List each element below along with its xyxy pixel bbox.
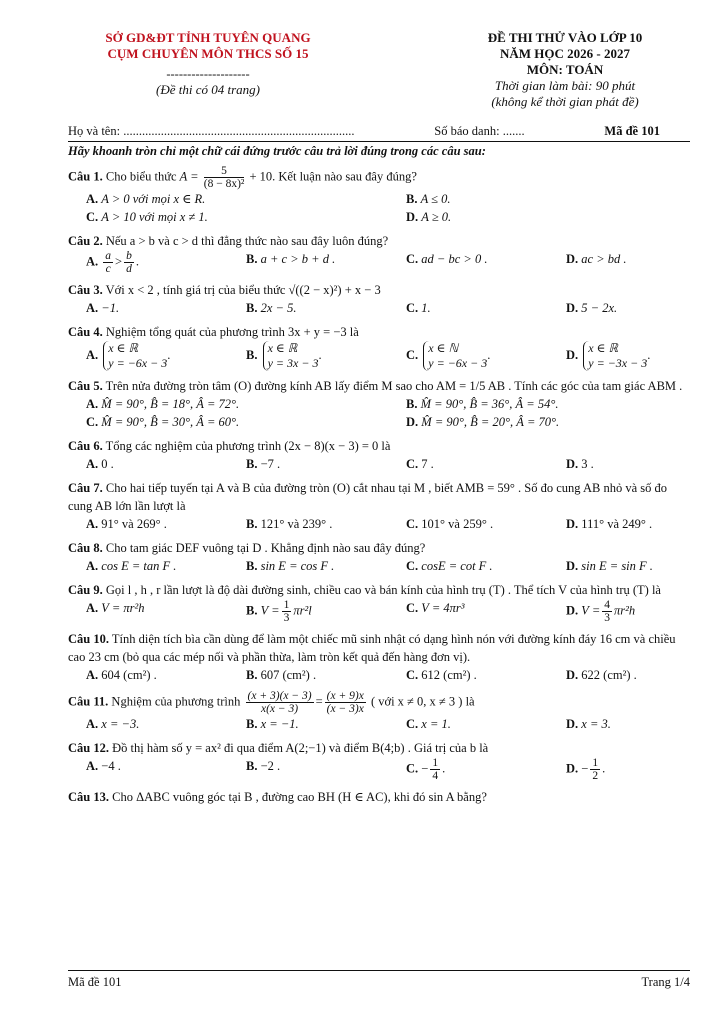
option-d[interactable]: D. ac > bd . — [566, 252, 627, 266]
option-text: M̂ = 90°, B̂ = 18°, Â = 72°. — [101, 397, 240, 411]
question-9 — [68, 581, 690, 599]
numerator: 1 — [592, 757, 599, 769]
question-text: Cho biểu thức — [105, 169, 177, 184]
options-q1 — [86, 190, 690, 226]
option-a[interactable]: A. 0 . — [86, 457, 114, 471]
option-text: A > 10 với mọi x ≠ 1. — [101, 210, 208, 224]
numerator: 1 — [283, 599, 290, 611]
option-text: V = — [581, 603, 601, 618]
option-a[interactable]: A. x = −3. — [86, 717, 140, 731]
numerator: 5 — [204, 165, 245, 178]
denominator: d — [126, 263, 132, 275]
option-c[interactable]: C. 101° và 259° . — [406, 517, 494, 531]
school-year: NĂM HỌC 2026 - 2027 — [500, 46, 630, 61]
question-number: Câu 13. — [68, 790, 109, 804]
option-text: x = 3. — [581, 717, 611, 731]
exam-code: Mã đề 101 — [604, 124, 660, 138]
fraction — [590, 757, 600, 782]
option-a[interactable]: A. 604 (cm²) . — [86, 668, 157, 682]
option-b[interactable]: B. 121° và 239° . — [246, 517, 333, 531]
option-a[interactable]: A. V = πr²h — [86, 601, 145, 615]
option-d[interactable]: D. sin E = sin F . — [566, 559, 653, 573]
question-number: Câu 7. — [68, 481, 103, 495]
option-b[interactable]: B. A ≤ 0. — [406, 192, 451, 206]
system-line: y = −6x − 3 — [108, 356, 168, 370]
question-number: Câu 5. — [68, 379, 103, 393]
option-d[interactable]: D. A ≥ 0. — [406, 210, 452, 224]
fraction — [430, 757, 440, 782]
denominator: 3 — [604, 612, 611, 624]
option-text: a + c > b + d . — [260, 252, 336, 266]
denominator: 2 — [592, 770, 599, 782]
question-4 — [68, 323, 690, 341]
option-a[interactable]: A. M̂ = 90°, B̂ = 18°, Â = 72°. — [86, 397, 240, 411]
option-b[interactable]: B. −2 . — [246, 759, 281, 773]
option-text: x = −1. — [260, 717, 299, 731]
option-a[interactable]: A. −1. — [86, 301, 120, 315]
question-text: Cho tam giác DEF vuông tại D . Khẳng định nào sau đây đúng? — [105, 541, 426, 555]
question-number: Câu 12. — [68, 741, 109, 755]
option-text: −2 . — [260, 759, 281, 773]
numerator: b — [126, 250, 132, 262]
footer-exam-code: Mã đề 101 — [68, 975, 122, 989]
numerator: (x + 3)(x − 3) — [247, 690, 312, 702]
option-text: M̂ = 90°, B̂ = 30°, Â = 60°. — [101, 415, 240, 429]
denominator: (8 − 8x)² — [203, 178, 245, 190]
instruction: Hãy khoanh tròn chỉ một chữ cái đứng trước câu trả lời đúng trong các câu sau: — [68, 144, 486, 158]
option-a[interactable]: A. $\frac{a}{c}$ > $\frac{b}{d}$ . — [86, 250, 139, 275]
question-2 — [68, 232, 690, 250]
option-text: M̂ = 90°, B̂ = 20°, Â = 70°. — [421, 415, 560, 429]
denominator: (x − 3)x — [326, 703, 364, 715]
fraction — [204, 165, 245, 190]
option-text: A ≤ 0. — [420, 192, 451, 206]
question-text: Cho hai tiếp tuyến tại A và B của đường tròn (O) cắt nhau tại M , biết AMB = 59° . Số đo cung AB nhỏ và số đo cung AB lớn lần lượt là — [68, 481, 667, 513]
option-text: 91° và 269° . — [101, 517, 167, 531]
question-number: Câu 3. — [68, 283, 103, 297]
time-note: (không kể thời gian phát đề) — [491, 94, 639, 109]
options-q7 — [86, 515, 690, 533]
question-number: Câu 2. — [68, 234, 103, 248]
numerator: 4 — [604, 599, 611, 611]
question-3 — [68, 281, 690, 299]
option-c[interactable]: C. x ∈ ℕ y = −6x − 3. — [406, 341, 491, 370]
option-text: ad − bc > 0 . — [421, 252, 488, 266]
option-a[interactable]: A. cos E = tan F . — [86, 559, 177, 573]
question-text: Gọi l , h , r lần lượt là độ dài đường sinh, chiều cao và bán kính của hình trụ (T) . Thể tích V của hình trụ (T) là — [105, 583, 661, 597]
equation-system — [263, 341, 319, 371]
option-text: −7 . — [260, 457, 281, 471]
option-text: 101° và 259° . — [421, 517, 494, 531]
option-d[interactable]: D. 622 (cm²) . — [566, 668, 637, 682]
question-6 — [68, 437, 690, 455]
question-number: Câu 8. — [68, 541, 103, 555]
separator-dashes: -------------------- — [166, 67, 250, 81]
option-text: cosE = cot F . — [421, 559, 493, 573]
header-right — [440, 30, 690, 110]
exam-page — [68, 30, 690, 806]
options-q3 — [86, 299, 690, 317]
option-b[interactable]: B. 2x − 5. — [246, 301, 297, 315]
option-text: −1. — [101, 301, 120, 315]
system-line: y = 3x − 3 — [267, 356, 319, 370]
denominator: 4 — [432, 770, 439, 782]
option-c[interactable]: C. ad − bc > 0 . — [406, 252, 488, 266]
option-text: πr²l — [293, 603, 312, 618]
option-text: 5 − 2x. — [581, 301, 618, 315]
question-text: Trên nửa đường tròn tâm (O) đường kính AB lấy điểm M sao cho AM = 1/5 AB . Tính các góc của tam giác ABM . — [105, 379, 683, 393]
time-limit: Thời gian làm bài: 90 phút — [494, 78, 636, 93]
question-text: . Kết luận nào sau đây đúng? — [272, 169, 417, 184]
header-left — [68, 30, 348, 110]
fraction — [124, 250, 134, 275]
option-c[interactable]: C. cosE = cot F . — [406, 559, 493, 573]
question-text: ( với x ≠ 0, x ≠ 3 ) là — [370, 694, 475, 709]
option-a[interactable]: A. A > 0 với mọi x ∈ R. — [86, 192, 206, 206]
option-b[interactable]: B. M̂ = 90°, B̂ = 36°, Â = 54°. — [406, 397, 559, 411]
question-7 — [68, 479, 690, 515]
option-b[interactable]: B. V = $\frac{1}{3}$ πr²l — [246, 599, 312, 624]
option-b[interactable]: B. a + c > b + d . — [246, 252, 336, 266]
option-text: cos E = tan F . — [101, 559, 177, 573]
option-text: V = 4πr³ — [421, 601, 465, 615]
question-number: Câu 4. — [68, 325, 103, 339]
option-text: 604 (cm²) . — [101, 668, 157, 682]
option-a[interactable]: A. x ∈ ℝ y = −6x − 3. — [86, 341, 171, 370]
option-b[interactable]: B. −7 . — [246, 457, 281, 471]
option-c[interactable]: C. 1. — [406, 301, 431, 315]
options-q4 — [86, 341, 690, 371]
question-text: Cho ΔABC vuông góc tại B , đường cao BH (H ∈ AC), khi đó sin A bằng? — [112, 790, 487, 804]
options-q2 — [86, 250, 690, 275]
option-text: ac > bd . — [581, 252, 627, 266]
system-line: x ∈ ℝ — [267, 341, 298, 355]
subject: MÔN: TOÁN — [526, 62, 604, 77]
expression-rhs: + 10 — [249, 169, 273, 184]
candidate-number-field[interactable]: Số báo danh: ....... — [434, 124, 525, 138]
question-text: Đồ thị hàm số y = ax² đi qua điểm A(2;−1) và điểm B(4;b) . Giá trị của b là — [112, 741, 489, 755]
option-text: A ≥ 0. — [421, 210, 452, 224]
option-c[interactable]: C. 7 . — [406, 457, 434, 471]
option-d[interactable]: D. x ∈ ℝ y = −3x − 3. — [566, 341, 651, 370]
system-line: y = −6x − 3 — [428, 356, 488, 370]
option-text: V = πr²h — [101, 601, 145, 615]
fraction — [602, 599, 612, 624]
question-number: Câu 10. — [68, 632, 109, 646]
question-12 — [68, 739, 690, 757]
option-text: 612 (cm²) . — [421, 668, 477, 682]
option-text: A > 0 với mọi x ∈ R. — [101, 192, 206, 206]
option-text: 607 (cm²) . — [260, 668, 317, 682]
options-q9 — [86, 599, 690, 624]
relation: > — [115, 254, 123, 269]
system-line: x ∈ ℝ — [108, 341, 138, 355]
denominator: x(x − 3) — [261, 703, 299, 715]
option-c[interactable]: C. M̂ = 90°, B̂ = 30°, Â = 60°. — [86, 415, 240, 429]
option-text: πr²h — [614, 603, 636, 618]
option-text: 111° và 249° . — [581, 517, 653, 531]
question-number: Câu 11. — [68, 694, 109, 709]
option-c[interactable]: C. x = 1. — [406, 717, 451, 731]
option-text: x = 1. — [421, 717, 451, 731]
numerator: (x + 9)x — [326, 690, 364, 702]
question-text: Nghiệm của phương trình — [111, 694, 241, 709]
fraction — [103, 250, 113, 275]
option-b[interactable]: B. x ∈ ℝ y = 3x − 3. — [246, 341, 322, 370]
page-footer — [68, 970, 690, 990]
denominator: 3 — [283, 612, 290, 624]
option-c[interactable]: C. − $\frac{1}{4}$ . — [406, 757, 446, 782]
fraction — [282, 599, 292, 624]
cluster-name: CỤM CHUYÊN MÔN THCS SỐ 15 — [107, 46, 309, 61]
option-d[interactable]: D. x = 3. — [566, 717, 611, 731]
option-text: sin E = cos F . — [260, 559, 335, 573]
option-d[interactable]: D. V = $\frac{4}{3}$ πr²h — [566, 599, 636, 624]
question-5 — [68, 377, 690, 395]
question-13 — [68, 788, 690, 806]
option-c[interactable]: C. A > 10 với mọi x ≠ 1. — [86, 210, 208, 224]
student-info-row — [68, 124, 690, 142]
equals-sign: = — [315, 694, 323, 709]
option-b[interactable]: B. sin E = cos F . — [246, 559, 335, 573]
question-10 — [68, 630, 690, 666]
equation-system — [103, 341, 167, 371]
option-d[interactable]: D. − $\frac{1}{2}$ . — [566, 757, 606, 782]
option-d[interactable]: D. 3 . — [566, 457, 594, 471]
option-text: 121° và 239° . — [260, 517, 333, 531]
option-text: x = −3. — [101, 717, 140, 731]
question-number: Câu 1. — [68, 169, 103, 184]
fraction — [325, 690, 366, 715]
question-number: Câu 9. — [68, 583, 103, 597]
option-text: V = — [260, 603, 280, 618]
options-q8 — [86, 557, 690, 575]
question-text: Nếu a > b và c > d thì đẳng thức nào sau đây luôn đúng? — [105, 234, 389, 248]
option-text: M̂ = 90°, B̂ = 36°, Â = 54°. — [420, 397, 559, 411]
question-number: Câu 6. — [68, 439, 103, 453]
question-text: Với x < 2 , tính giá trị của biểu thức √((2 − x)²) + x − 3 — [105, 283, 381, 297]
option-text: − — [421, 761, 429, 776]
option-text: − — [581, 761, 589, 776]
option-a[interactable]: A. 91° và 269° . — [86, 517, 167, 531]
question-11 — [68, 690, 690, 715]
numerator: 1 — [432, 757, 439, 769]
option-text: 0 . — [101, 457, 114, 471]
options-q6 — [86, 455, 690, 473]
option-d[interactable]: D. 111° và 249° . — [566, 517, 653, 531]
question-8 — [68, 539, 690, 557]
system-line: y = −3x − 3 — [588, 356, 648, 370]
exam-title: ĐỀ THI THỬ VÀO LỚP 10 — [487, 30, 643, 45]
expression-lhs: A = — [179, 169, 199, 184]
equation-system — [423, 341, 487, 371]
question-text: Tính diện tích bìa cần dùng để làm một chiếc mũ sinh nhật có dạng hình nón với đường kính đáy 16 cm và chiều cao 23 cm (bỏ qua các mép nối và phần thừa, làm tròn kết quả đến hàng đơn vị). — [68, 632, 676, 664]
system-line: x ∈ ℝ — [588, 341, 618, 355]
options-q5 — [86, 395, 690, 431]
question-text: Tổng các nghiệm của phương trình (2x − 8)(x − 3) = 0 là — [105, 439, 391, 453]
option-text: 2x − 5. — [260, 301, 297, 315]
option-d[interactable]: D. M̂ = 90°, B̂ = 20°, Â = 70°. — [406, 415, 560, 429]
equation-system — [583, 341, 647, 371]
option-a[interactable]: A. −4 . — [86, 759, 121, 773]
page-count-note: (Đề thi có 04 trang) — [156, 82, 260, 97]
question-1 — [68, 165, 690, 190]
option-c[interactable]: C. 612 (cm²) . — [406, 668, 477, 682]
options-q11 — [86, 715, 690, 733]
option-b[interactable]: B. x = −1. — [246, 717, 299, 731]
name-field[interactable]: Họ và tên: .......................................................................... — [68, 124, 355, 138]
option-text: 622 (cm²) . — [581, 668, 637, 682]
question-text: Nghiệm tổng quát của phương trình 3x + y = −3 là — [105, 325, 359, 339]
option-b[interactable]: B. 607 (cm²) . — [246, 668, 317, 682]
option-text: 1. — [421, 301, 431, 315]
option-text: 3 . — [581, 457, 594, 471]
page-number: Trang 1/4 — [641, 975, 690, 989]
system-line: x ∈ ℕ — [428, 341, 459, 355]
option-text: −4 . — [101, 759, 121, 773]
option-d[interactable]: D. 5 − 2x. — [566, 301, 618, 315]
options-q10 — [86, 666, 690, 684]
options-q12 — [86, 757, 690, 782]
exam-header — [68, 30, 690, 110]
department-name: SỞ GD&ĐT TỈNH TUYÊN QUANG — [105, 30, 311, 45]
option-text: sin E = sin F . — [581, 559, 653, 573]
denominator: c — [105, 263, 111, 275]
option-c[interactable]: C. V = 4πr³ — [406, 601, 465, 615]
option-text: 7 . — [421, 457, 434, 471]
numerator: a — [105, 250, 112, 262]
fraction — [246, 690, 314, 715]
